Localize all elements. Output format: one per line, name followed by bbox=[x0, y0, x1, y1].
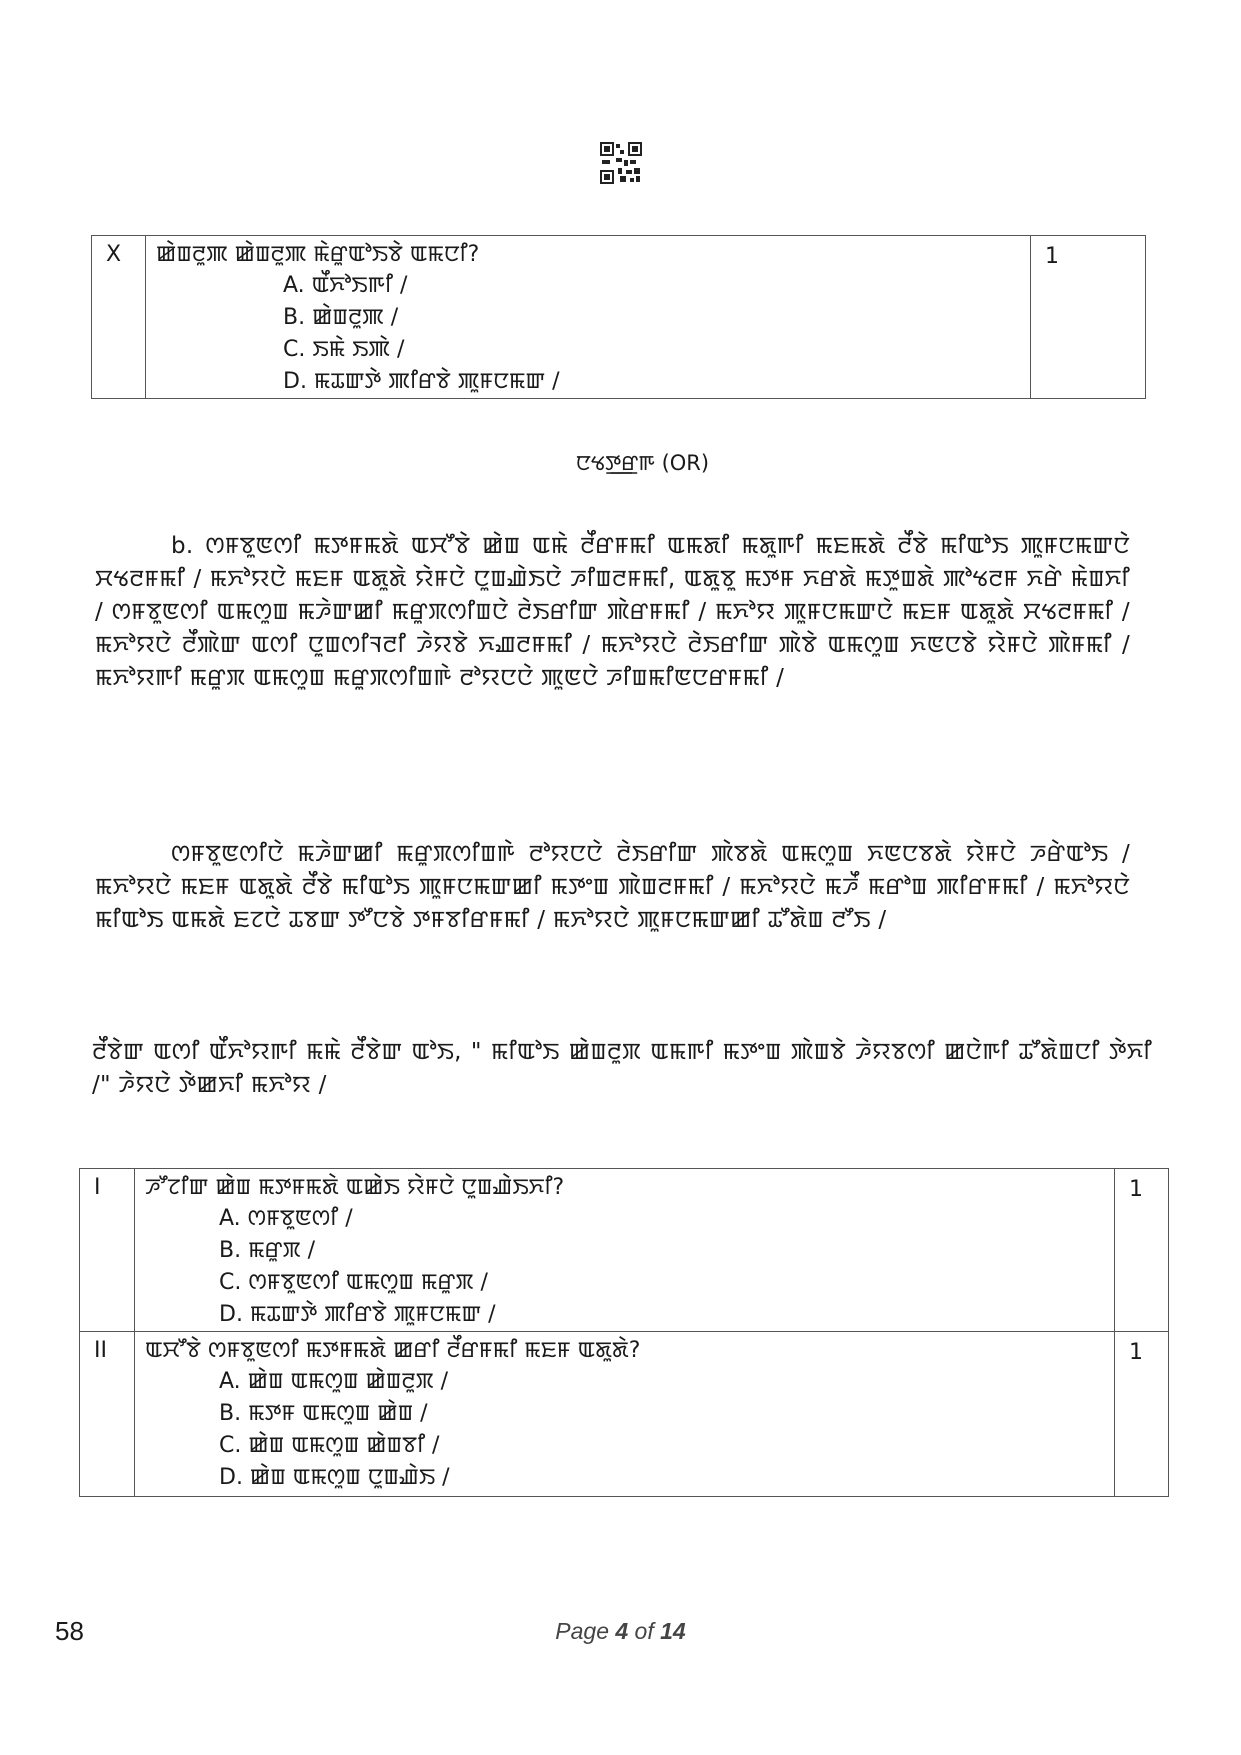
option-c: C. ꯀꯥꯡ ꯑꯃꯁꯨꯡ ꯀꯥꯡꯕꯤ / bbox=[219, 1433, 440, 1458]
option-d: D. ꯀꯥꯡ ꯑꯃꯁꯨꯡ ꯅꯨꯡꯉꯥꯏ / bbox=[219, 1465, 450, 1490]
question-marks: 1 bbox=[1115, 1169, 1169, 1332]
page-current: 4 bbox=[615, 1618, 629, 1644]
question-cell bbox=[135, 1169, 1115, 1332]
question-marks: 1 bbox=[1031, 236, 1146, 399]
question-cell bbox=[146, 236, 1031, 399]
option-a: A. ꯑꯩꯈꯣꯏꯒꯤ / bbox=[283, 273, 408, 298]
passage-paragraph-3: ꯂꯩꯕꯥꯛ ꯑꯁꯤ ꯑꯩꯈꯣꯌꯒꯤ ꯃꯃꯥ ꯂꯩꯕꯥꯛ ꯑꯣꯏ, " ꯃꯤꯑꯣꯏ ꯀꯥꯡꯂꯨꯞ ꯑꯃꯒꯤ ꯃꯇꯦꯡ ꯄꯥꯡꯕꯥ ꯍꯥꯌꯕꯁꯤ ꯀꯅꯥꯒꯤ ꯊꯧꯗꯥꯡꯅꯤ ꯇꯥꯈꯤ /" ꯍꯥꯌꯅꯥ ꯇꯥꯀꯈꯤ ꯃꯈꯣꯌ / bbox=[92, 1039, 1152, 1098]
question-text: ꯑꯆꯧꯕꯥ ꯁꯝꯕꯨꯟꯁꯤ ꯃꯇꯝꯃꯗꯥ ꯀꯔꯤ ꯂꯩꯔꯝꯃꯤ ꯃꯐꯝ ꯑꯗꯨꯗꯥ? bbox=[145, 1338, 641, 1363]
passage-paragraph-2: ꯁꯝꯕꯨꯟꯁꯤꯅꯥ ꯃꯍꯥꯛꯀꯤ ꯃꯔꯨꯞꯁꯤꯡꯒꯥ ꯂꯣꯌꯅꯅꯥ ꯂꯥꯏꯔꯤꯛ ꯄꯥꯕꯗꯥ ꯑꯃꯁꯨꯡ ꯈꯟꯅꯕꯗꯥ ꯌꯥꯝꯅꯥ ꯍꯔꯥꯑꯣꯏ / ꯃꯈꯣꯌꯅꯥ ꯃꯐꯝ ꯑꯗꯨꯗꯥ ꯂꯩꯕꯥ ꯃꯤꯑꯣꯏ ꯄꯨꯝꯅꯃꯛꯀꯤ ꯃꯇꯦꯡ ꯄꯥꯡꯂꯝꯃꯤ / ꯃꯈꯣꯌꯅꯥ ꯃꯍꯩ ꯃꯔꯣꯡ ꯄꯤꯔꯝꯃꯤ / ꯃꯈꯣꯌꯅꯥ ꯃꯤꯑꯣꯏ ꯑꯃꯗꯥ ꯐꯖꯅꯥ ꯊꯕꯛ ꯇꯧꯅꯕꯥ ꯇꯝꯕꯤꯔꯝꯃꯤ / ꯃꯈꯣꯌꯅꯥ ꯄꯨꯝꯅꯃꯛꯀꯤ ꯊꯧꯗꯥꯡ ꯂꯧꯏ / bbox=[95, 841, 1130, 933]
question-text: ꯍꯧꯖꯤꯛ ꯀꯥꯡ ꯃꯇꯝꯃꯗꯥ ꯑꯀꯥꯏ ꯌꯥꯝꯅꯥ ꯅꯨꯡꯉꯥꯏꯈꯤ? bbox=[145, 1175, 565, 1200]
paper-code-number: 58 bbox=[55, 1616, 84, 1646]
passage-paragraph-1: b. ꯁꯝꯕꯨꯟꯁꯤ ꯃꯇꯝꯃꯗꯥ ꯑꯆꯧꯕꯥ ꯀꯥꯡ ꯑꯃꯥ ꯂꯩꯔꯝꯃꯤ ꯑꯃꯗꯤ ꯃꯗꯨꯒꯤ ꯃꯐꯃꯗꯥ ꯂꯩꯕꯥ ꯃꯤꯑꯣꯏ ꯄꯨꯝꯅꯃꯛꯅꯥ ꯆꯠꯂꯝꯃꯤ / ꯃꯈꯣꯌꯅꯥ ꯃꯐꯝ ꯑꯗꯨꯗꯥ ꯌꯥꯝꯅꯥ ꯅꯨꯡꯉꯥꯏꯅꯥ ꯍꯤꯡꯂꯝꯃꯤ, ꯑꯗꯨꯕꯨ ꯃꯇꯝ ꯈꯔꯗꯥ ꯃꯇꯨꯡꯗꯥ ꯄꯣꯠꯂꯝ ꯈꯔꯥ ꯃꯥꯡꯈꯤ / ꯁꯝꯕꯨꯟꯁꯤ ꯑꯃꯁꯨꯡ ꯃꯍꯥꯛꯀꯤ ꯃꯔꯨꯞꯁꯤꯡꯅꯥ ꯂꯥꯏꯔꯤꯛ ꯄꯥꯔꯝꯃꯤ / ꯃꯈꯣꯌ ꯄꯨꯝꯅꯃꯛꯅꯥ ꯃꯐꯝ ꯑꯗꯨꯗꯥ ꯆꯠꯂꯝꯃꯤ / ꯃꯈꯣꯌꯅꯥ ꯂꯩꯄꯥꯛ ꯑꯁꯤ ꯅꯨꯡꯁꯤꯜꯂꯤ ꯍꯥꯌꯕꯥ ꯈꯉꯂꯝꯃꯤ / ꯃꯈꯣꯌꯅꯥ ꯂꯥꯏꯔꯤꯛ ꯄꯥꯕꯥ ꯑꯃꯁꯨꯡ ꯈꯟꯅꯕꯥ ꯌꯥꯝꯅꯥ ꯄꯥꯝꯃꯤ / ꯃꯈꯣꯌꯒꯤ ꯃꯔꯨꯞ ꯑꯃꯁꯨꯡ ꯃꯔꯨꯞꯁꯤꯡꯒꯥ ꯂꯣꯌꯅꯅꯥ ꯄꯨꯟꯅꯥ ꯍꯤꯡꯃꯤꯟꯅꯔꯝꯃꯤ / bbox=[95, 533, 1130, 691]
option-b: B. ꯃꯇꯝ ꯑꯃꯁꯨꯡ ꯀꯥꯡ / bbox=[219, 1401, 428, 1426]
or-label: ꯅꯠꯇ꯭ꯔꯒ (OR) bbox=[575, 451, 710, 475]
page-of: of bbox=[628, 1618, 661, 1644]
question-number: X bbox=[92, 236, 146, 399]
option-b: B. ꯃꯔꯨꯞ / bbox=[219, 1238, 316, 1263]
option-d: D. ꯃꯊꯛꯇꯥ ꯄꯤꯔꯕꯥ ꯄꯨꯝꯅꯃꯛ / bbox=[219, 1302, 496, 1327]
option-a: A. ꯁꯝꯕꯨꯟꯁꯤ / bbox=[219, 1206, 353, 1231]
qr-code-icon bbox=[600, 142, 642, 184]
option-a: A. ꯀꯥꯡ ꯑꯃꯁꯨꯡ ꯀꯥꯡꯂꯨꯞ / bbox=[219, 1369, 449, 1394]
question-table-comprehension bbox=[79, 1168, 1169, 1497]
question-cell bbox=[135, 1332, 1115, 1497]
question-number: II bbox=[80, 1332, 135, 1497]
page-total: 14 bbox=[660, 1618, 686, 1644]
option-d: D. ꯃꯊꯛꯇꯥ ꯄꯤꯔꯕꯥ ꯄꯨꯝꯅꯃꯛ / bbox=[283, 369, 560, 394]
question-number: I bbox=[80, 1169, 135, 1332]
page-prefix: Page bbox=[555, 1618, 616, 1644]
option-c: C. ꯁꯝꯕꯨꯟꯁꯤ ꯑꯃꯁꯨꯡ ꯃꯔꯨꯞ / bbox=[219, 1270, 488, 1295]
question-table-x bbox=[91, 235, 1146, 399]
option-b: B. ꯀꯥꯡꯂꯨꯄ / bbox=[283, 305, 399, 330]
question-marks: 1 bbox=[1115, 1332, 1169, 1497]
page-footer bbox=[0, 1618, 1241, 1645]
option-c: C. ꯏꯃꯥ ꯏꯄꯥ / bbox=[283, 337, 405, 362]
question-text: ꯀꯥꯡꯂꯨꯄ ꯀꯥꯡꯂꯨꯄ ꯃꯥꯔꯨꯑꯣꯏꯕꯥ ꯑꯃꯅꯤ? bbox=[156, 242, 480, 267]
